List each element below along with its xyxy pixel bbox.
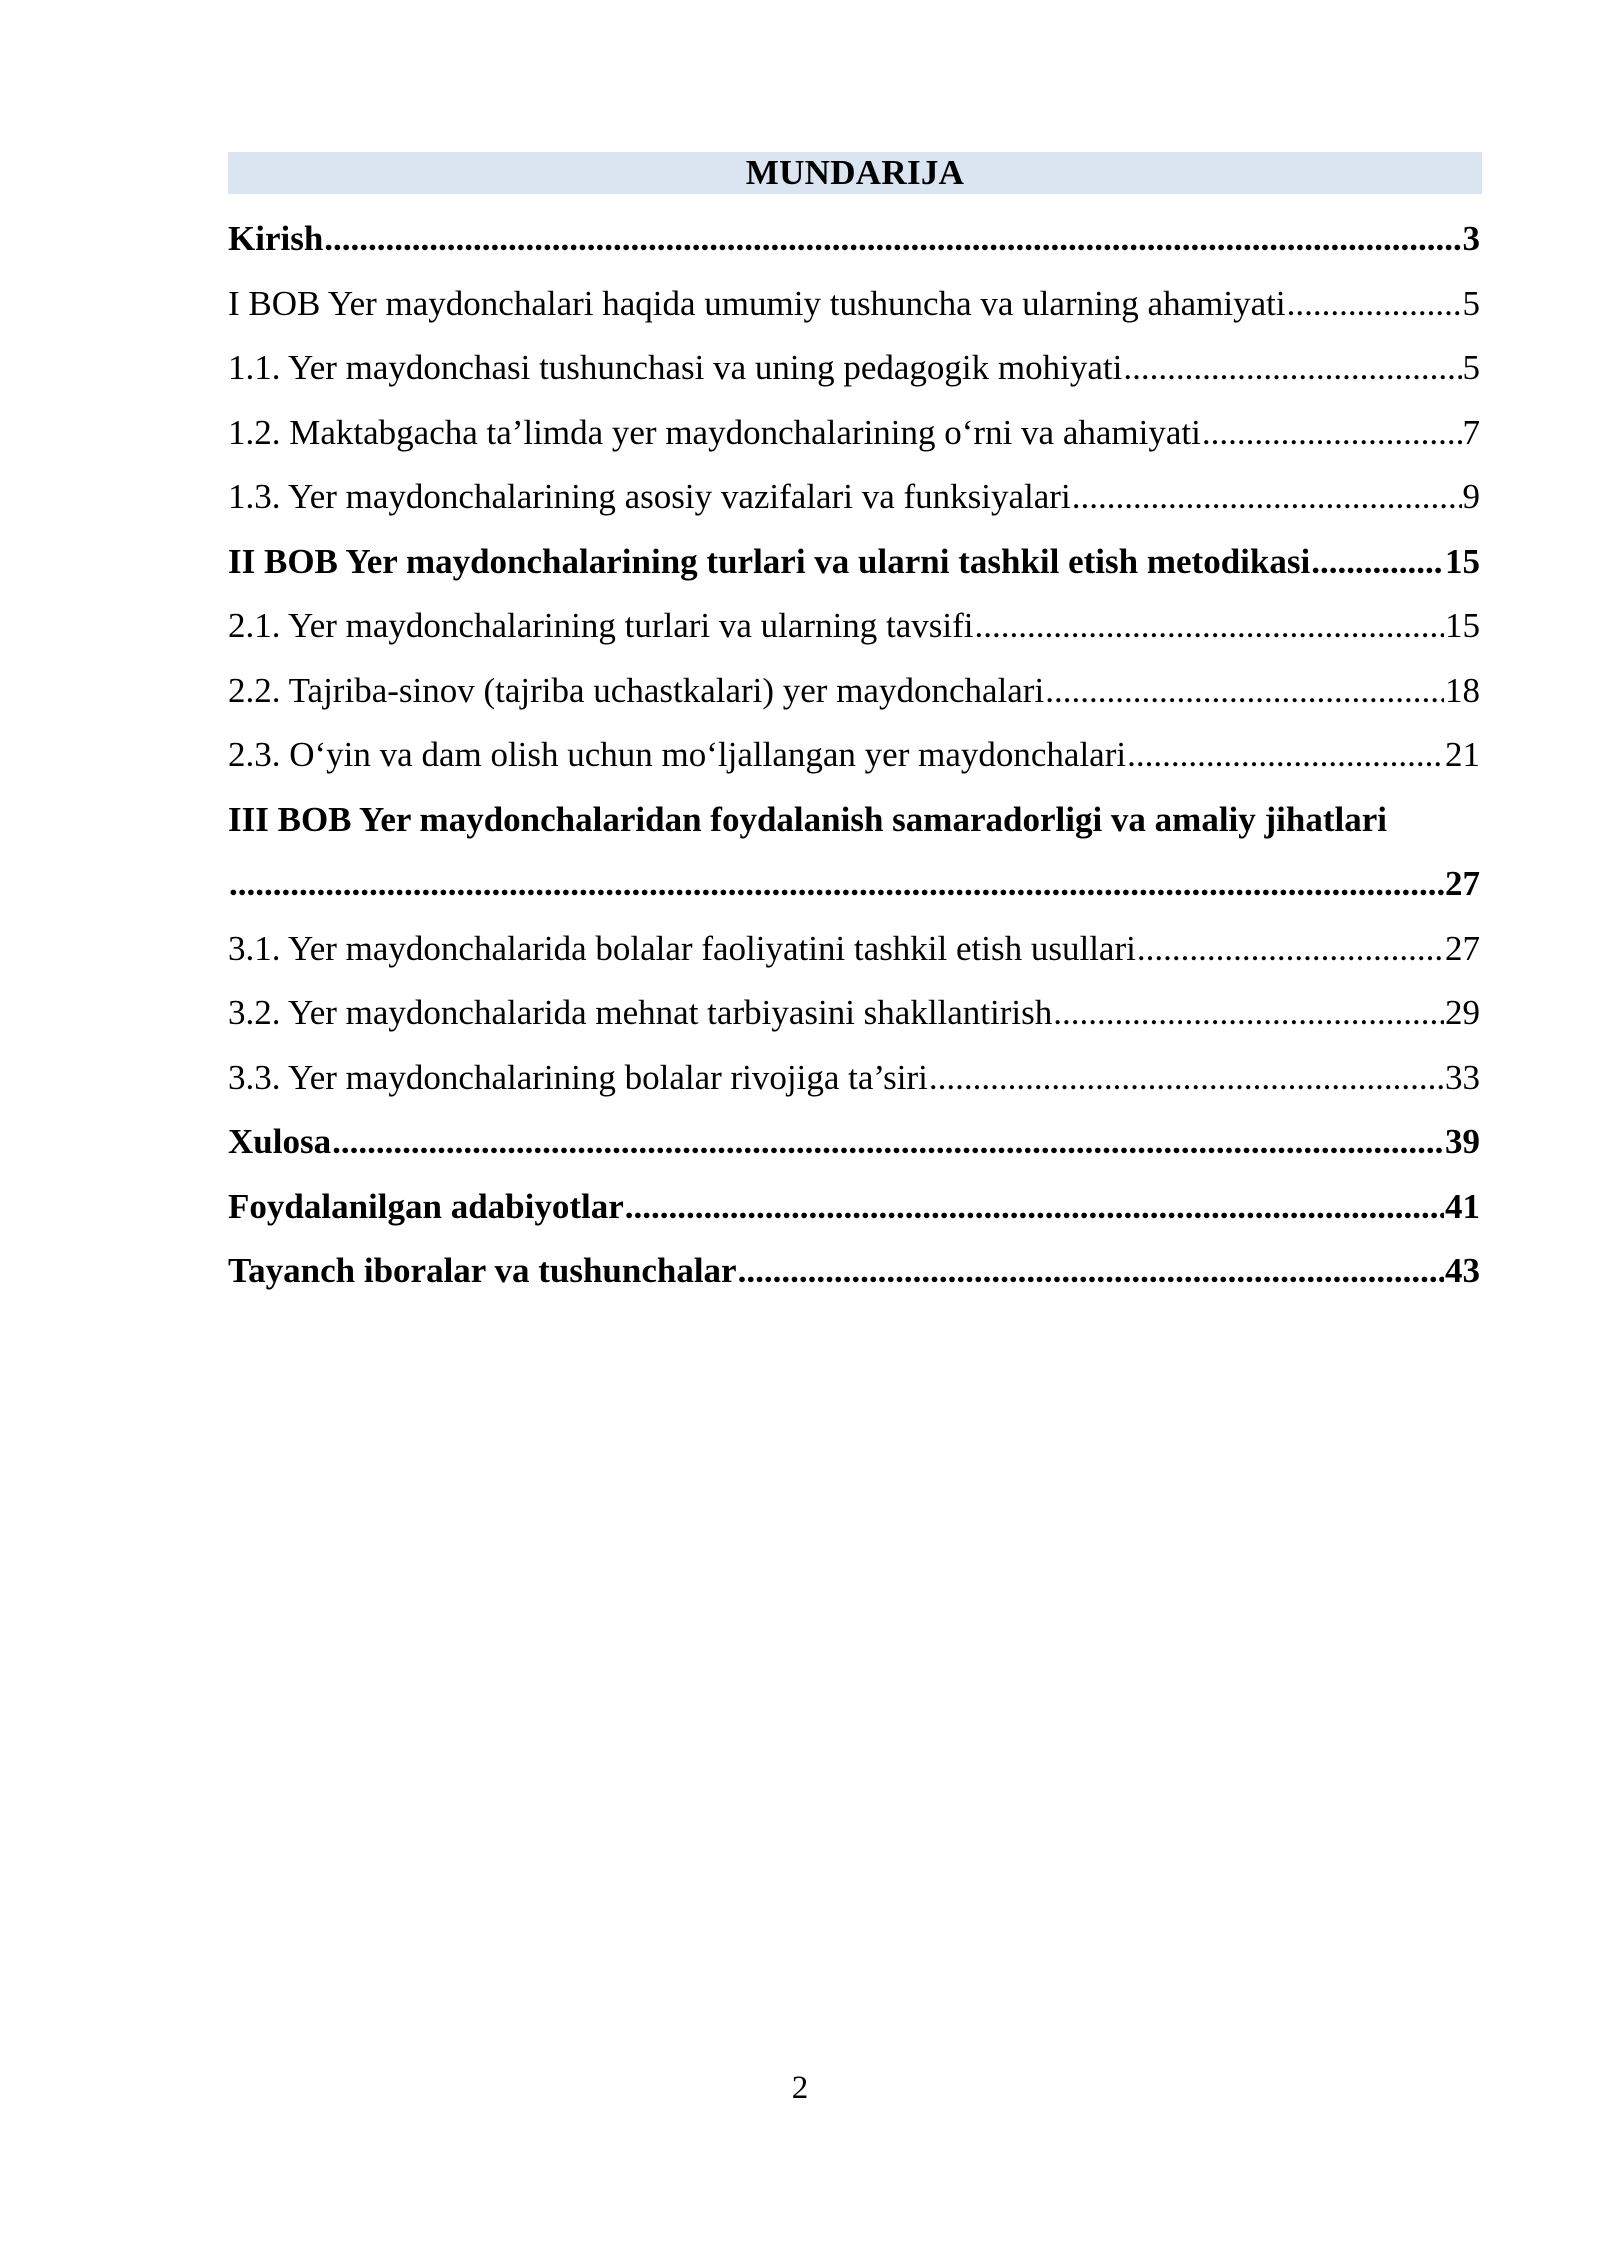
toc-entry[interactable] [228,465,1480,530]
toc-entry-label: 1.3. Yer maydonchalarining asosiy vazifalari va funksiyalari [228,477,1071,516]
toc-leader-dots [1311,530,1444,595]
toc-entry-page: 41 [1445,1186,1480,1226]
toc-leader-dots [1053,981,1444,1046]
toc-entry[interactable] [228,401,1480,466]
toc-entry-label: Kirish [228,219,324,258]
toc-entry[interactable] [228,917,1480,982]
toc-leader-dots [1123,336,1461,401]
toc-entry[interactable] [228,981,1480,1046]
toc-chapter-3-heading[interactable]: III BOB Yer maydonchalaridan foydalanish samaradorligi va amaliy jihatlari [228,799,1387,839]
toc-leader-dots [229,852,1444,917]
toc-entry-page: 5 [1462,283,1480,323]
toc-leader-dots [1072,465,1462,530]
toc-entry-page: 3 [1462,219,1480,258]
toc-entry-label: Tayanch iboralar va tushunchalar [228,1251,737,1290]
toc-leader-dots [1137,917,1444,982]
toc-entry-label: II BOB Yer maydonchalarining turlari va ularni tashkil etish metodikasi [228,541,1311,581]
toc-entry-page: 15 [1445,606,1480,645]
toc-entry[interactable] [228,659,1480,724]
toc-leader-dots [1202,401,1462,466]
toc-entry-page: 18 [1445,670,1480,710]
toc-entry-label: 1.1. Yer maydonchasi tushunchasi va uning pedagogik mohiyati [228,348,1123,387]
toc-entry-label: 1.2. Maktabgacha ta’limda yer maydonchalarining o‘rni va ahamiyati [228,412,1201,452]
toc-entry[interactable] [228,594,1480,659]
toc-leader-dots [1045,659,1444,724]
toc-entry-page: 29 [1445,993,1480,1032]
toc-leader-dots [625,1175,1444,1240]
toc-entry[interactable] [228,723,1480,788]
toc-entry-label: I BOB Yer maydonchalari haqida umumiy tushuncha va ularning ahamiyati [228,283,1286,323]
toc-entry-page: 9 [1462,477,1480,516]
toc-entry[interactable] [228,530,1480,595]
toc-entry[interactable] [228,272,1480,337]
toc-title: MUNDARIJA [228,152,1482,194]
toc-entry-label: 2.3. O‘yin va dam olish uchun mo‘ljallangan yer maydonchalari [228,735,1127,774]
toc-entry[interactable] [228,207,1480,272]
toc-entry-page: 33 [1445,1057,1480,1097]
toc-leader-dots [975,594,1444,659]
toc-leader-dots [1287,272,1462,337]
toc-entry-page: 15 [1445,541,1480,581]
toc-entry-page: 5 [1462,348,1480,387]
toc-entry-label: 3.1. Yer maydonchalarida bolalar faoliyatini tashkil etish usullari [228,928,1136,968]
toc-entry[interactable] [228,1239,1480,1304]
toc-leader-dots [1127,723,1444,788]
toc-entry-page: 27 [1445,864,1480,903]
toc-entry[interactable] [228,336,1480,401]
toc-entry-page: 21 [1445,735,1480,774]
toc-leader-dots [324,207,1461,272]
toc-leader-dots [332,1110,1444,1175]
toc-entry[interactable] [228,1175,1480,1240]
toc-entry-label: Xulosa [228,1122,332,1161]
toc-leader-dots [929,1046,1444,1111]
toc-entry-page: 7 [1462,412,1480,452]
toc-entry-label: 2.2. Tajriba-sinov (tajriba uchastkalari) yer maydonchalari [228,670,1045,710]
toc-entry-page: 39 [1445,1122,1480,1161]
toc-entry[interactable] [228,1046,1480,1111]
page-number: 2 [791,2070,809,2106]
toc-entry-label: Foydalanilgan adabiyotlar [228,1186,624,1226]
toc-entry-page: 27 [1445,928,1480,968]
toc-entry[interactable] [228,1110,1480,1175]
toc-entry-page: 43 [1445,1251,1480,1290]
toc-entry-label: 3.3. Yer maydonchalarining bolalar rivojiga ta’siri [228,1057,928,1097]
table-of-contents [228,207,1480,1304]
toc-entry-label: 2.1. Yer maydonchalarining turlari va ularning tavsifi [228,606,974,645]
toc-leader-dots [738,1239,1444,1304]
toc-entry-label: 3.2. Yer maydonchalarida mehnat tarbiyasini shakllantirish [228,993,1053,1032]
toc-entry[interactable] [228,852,1480,917]
